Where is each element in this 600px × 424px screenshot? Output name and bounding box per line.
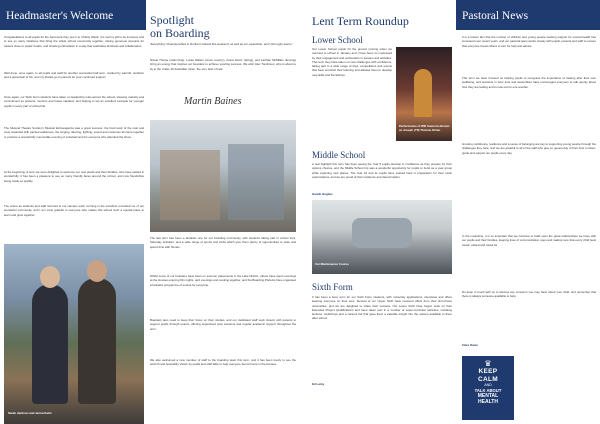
middle-school-heading: Middle School — [312, 150, 366, 160]
pastoral-column — [456, 0, 600, 424]
sixth-form-heading: Sixth Form — [312, 282, 353, 292]
headmaster-title: Headmaster's Welcome — [0, 0, 146, 30]
headmaster-paragraph: The scene as students and staff returned to our campus each morning in the sunshine reminded me of our wonderful community, and I am most grateful to everyone who makes this school such a special place to learn and grow together. — [4, 204, 144, 217]
lower-school-heading: Lower School — [312, 35, 363, 45]
headmaster-signature: Martin Baines — [184, 96, 242, 107]
performance-photo — [396, 47, 452, 141]
spotlight-paragraph: "Everything: Championships in Northern Ireland this weekend, as well as our equestrian, and U13 rugby teams." — [150, 42, 294, 46]
headmaster-paragraph: Well done, once again, to all pupils and staff for another successful half term, marked by warmth, ambition and a great deal of fun, and my thanks go to parents for your continued support. — [4, 71, 144, 80]
students-photo — [4, 244, 144, 424]
pastoral-credit: Clare Owen — [462, 343, 478, 347]
lower-school-paragraph: Our Lower School pupils hit the ground running when we returned to school in January and I have been so impressed by their engagement and enthusiasm in lessons and activities. This term they have taken on new challenges with confidence, taking part in a wide range of trips, competitions and events that have enriched their learning and allowed them to develop new skills and friendships. — [312, 47, 392, 77]
photo-caption: Car Maintenance Course — [315, 262, 349, 266]
headmaster-paragraph: At the beginning of term we were delighted to welcome our new pupils and their families, who have settled in wonderfully; it has been a pleasure to see so many friendly faces around the school, and new friendships being made so quickly. — [4, 170, 144, 183]
car-maintenance-photo — [312, 200, 452, 274]
lent-title: Lent Term Roundup — [312, 14, 409, 28]
headmaster-paragraph: Once again, our Sixth Form students have taken on leadership roles across the school, showing maturity and commitment as prefects, mentors and house captains, and helping to set an excellent example for younger pupils in every part of school life. — [4, 95, 144, 108]
headmaster-column — [0, 0, 146, 424]
middle-school-credit: Gareth Hughes — [312, 192, 333, 196]
pastoral-paragraph: This term we have focused on helping pupils to recognise the importance of looking after their own wellbeing, and sessions in tutor time and assemblies have encouraged everyone to talk openly about how they are feeling and to look out for one another. — [462, 76, 596, 89]
spotlight-paragraph: Boarders also need to keep their focus on their studies, and our dedicated staff work closely with parents to support pupils through exams, offering supervised prep sessions and regular academic support throughout the term. — [150, 318, 296, 331]
middle-school-paragraph: A real highlight this term has been seeing the Year 9 pupils develop in confidence as they prepare for their options choices, and the Middle School trip was a wonderful opportunity for pupils to bond as a year group while exploring new places. The Year 10 and 11 pupils have worked hard in preparation for their mock examinations, and we are proud of their resilience and determination. — [312, 162, 452, 179]
pastoral-paragraph: In the meantime, it is so important that we continue to build upon the great relationships we have with our pupils and their families, keeping lines of communication open and making sure that every child feels heard, valued and cared for. — [462, 234, 596, 247]
spotlight-paragraph: We also welcomed a new member of staff to the boarding team this term, and it has been lovely to see the warmth and hospitality shown by pupils and staff alike to help everyone feel at home in the Houses. — [150, 358, 296, 367]
spotlight-paragraph: Nicola Thorpe (swimming), Lucas Walton (cross country), Amira Demir (skiing), and Lachlan McMillan (fencing) bring an energy that inspires our boarders to achieve sporting success. We wish Alex Tomlinson, who is about to fly to the Under-16 Australian Open, the very best of luck. — [150, 58, 296, 71]
boarding-photo — [150, 120, 296, 232]
pastoral-paragraph: It is a known fact that the number of children and young people seeking support for mental health has increased over recent years, and our pastoral team works closely with pupils, parents and staff to ensure that everyone knows where to turn for help and advice. — [462, 35, 596, 48]
crown-icon: ♛ — [484, 359, 492, 368]
sixth-form-paragraph: It has been a busy term for our Sixth Form students, with university applications, interviews and offers keeping everyone on their toes. Several of our Upper Sixth have received offers from their first-choice universities, and we are delighted to share their success. Our Lower Sixth have begun work on their Extended Project Qualifications and have taken part in a number of super-curricular activities, including lectures, workshops and a careers fair that gave them a valuable insight into the options available to them after school. — [312, 295, 452, 321]
photo-caption: Performance of Will Cameron-Brown as Joseph (Y8) Thomas Kiiran — [399, 124, 450, 132]
pastoral-paragraph: Growing confidence, resilience and a sense of belonging are key to supporting young people through the challenges they face, and we are grateful to all of the staff who give so generously of their time to listen, guide and support our pupils every day. — [462, 142, 596, 155]
lent-column — [300, 0, 452, 424]
spotlight-paragraph: Whilst some of our boarders have been on summer placements in the Lake District, others have spent evenings at the Houses enjoying film nights, quiz evenings and cooking together, and the Boarding Prefects have organised a fantastic programme of events for everyone. — [150, 274, 296, 287]
photo-caption: Sarah Jackson and Jenna Kahn — [8, 411, 52, 415]
pastoral-paragraph: Do keep in touch with us to discuss any concerns you may have about your child, and remember that there is always someone available to help. — [462, 290, 596, 299]
mental-health-poster: ♛ KEEP CALM AND TALK ABOUT MENTAL HEALTH — [462, 356, 514, 420]
spotlight-title: Spotlight on Boarding — [150, 13, 210, 40]
headmaster-paragraph: The Musical Theatre Society's Musical Extravaganza was a great success, the hard work of the cast and crew rewarded with packed audiences; the singing, dancing, lighting, sound and costumes all came together to produce a wonderfully memorable evening of entertainment for everyone who attended the show. — [4, 126, 144, 139]
spotlight-column — [150, 0, 296, 424]
pastoral-title: Pastoral News — [456, 0, 600, 30]
spotlight-paragraph: The last term has been a fantastic one for our boarding community, with students taking part in school trips, Saturday activities, and a wide range of sports and clubs which give them plenty of opportunities to relax and spend time with friends. — [150, 236, 296, 249]
headmaster-paragraph: Congratulations to all pupils for the hard work they put in to Charity Week; it is such a gift to be involved, and to see so many initiatives that bring the whole school community together, raising generous amounts for causes close to pupils' hearts, and showing enthusiasm in a way that celebrates kindness and collaboration. — [4, 35, 144, 48]
sixth-form-credit: Ed Lamy — [312, 382, 325, 386]
